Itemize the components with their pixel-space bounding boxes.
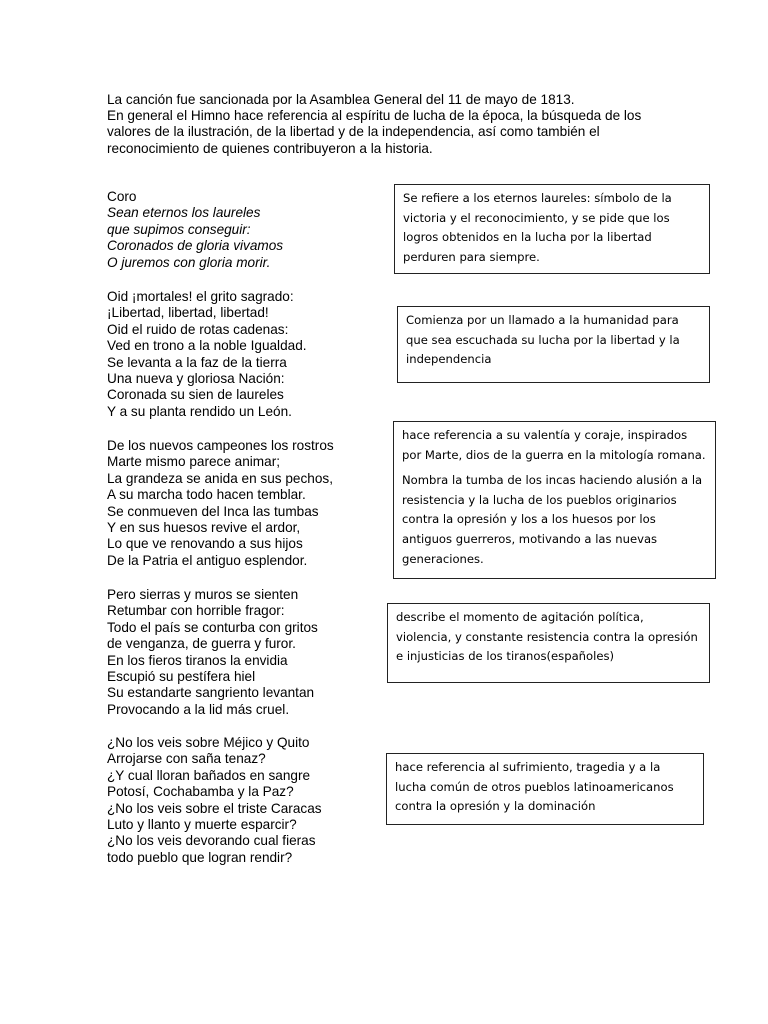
stanza-line: ¿No los veis sobre Méjico y Quito bbox=[107, 735, 310, 750]
stanza-line: En los fieros tiranos la envidia bbox=[107, 652, 288, 668]
stanza-line: La grandeza se anida en sus pechos, bbox=[107, 470, 333, 486]
note-stanza-3 bbox=[387, 603, 710, 683]
stanza-line: ¿Y cual lloran bañados en sangre bbox=[107, 767, 311, 783]
note-text: Nombra la tumba de los incas haciendo alusión a la resistencia y la lucha de los pueblos originarios contra la opresión y los a los huesos por los antiguos guerreros, motivando a las nuevas generaciones. bbox=[402, 473, 703, 566]
stanza-line: A su marcha todo hacen temblar. bbox=[107, 487, 306, 503]
stanza-line: Se conmueven del Inca las tumbas bbox=[107, 503, 319, 519]
stanza-line: todo pueblo que logran rendir? bbox=[107, 849, 293, 865]
stanza-line: De los nuevos campeones los rostros bbox=[107, 438, 334, 453]
stanza-line: Potosí, Cochabamba y la Paz? bbox=[107, 784, 294, 800]
stanza-3 bbox=[107, 587, 387, 718]
stanza-line: Ved en trono a la noble Igualdad. bbox=[107, 338, 307, 354]
coro-line: que supimos conseguir: bbox=[107, 221, 251, 237]
stanza-line: Todo el país se conturba con gritos bbox=[107, 619, 318, 635]
stanza-line: Y en sus huesos revive el ardor, bbox=[107, 520, 301, 536]
stanza-line: Oid el ruido de rotas cadenas: bbox=[107, 321, 289, 337]
stanza-line: Retumbar con horrible fragor: bbox=[107, 603, 285, 619]
coro-title: Coro bbox=[107, 189, 137, 204]
note-text: Comienza por un llamado a la humanidad para que sea escuchada su lucha por la libertad y la independencia bbox=[406, 313, 680, 367]
note-coro bbox=[394, 184, 710, 274]
coro-block bbox=[107, 189, 387, 271]
stanza-line: Oid ¡mortales! el grito sagrado: bbox=[107, 289, 294, 304]
note-text: Se refiere a los eternos laureles: símbolo de la victoria y el reconocimiento, y se pide que los logros obtenidos en la lucha por la libertad perduren para siempre. bbox=[403, 191, 672, 264]
intro-line-sanction: La canción fue sancionada por la Asamblea General del 11 de mayo de 1813. bbox=[107, 92, 575, 107]
stanza-line: ¿No los veis devorando cual fieras bbox=[107, 833, 316, 849]
stanza-1 bbox=[107, 289, 387, 420]
note-text: hace referencia a su valentía y coraje, inspirados por Marte, dios de la guerra en la mitología romana. bbox=[402, 428, 706, 462]
note-stanza-2 bbox=[393, 421, 716, 579]
note-text: describe el momento de agitación política, violencia, y constante resistencia contra la opresión e injusticias de los tiranos(españoles) bbox=[396, 610, 698, 664]
stanza-2 bbox=[107, 438, 387, 569]
stanza-line: Su estandarte sangriento levantan bbox=[107, 685, 315, 701]
note-stanza-1 bbox=[397, 306, 710, 383]
note-text: hace referencia al sufrimiento, tragedia y a la lucha común de otros pueblos latinoamericanos contra la opresión y la dominación bbox=[395, 760, 674, 814]
stanza-line: Escupió su pestífera hiel bbox=[107, 669, 256, 685]
stanza-line: Y a su planta rendido un León. bbox=[107, 403, 292, 419]
stanza-line: ¿No los veis sobre el triste Caracas bbox=[107, 800, 322, 816]
intro-line-summary: En general el Himno hace referencia al espíritu de lucha de la época, la búsqueda de los valores de la ilustración, de la libertad y de la independencia, así como también el reconocimiento de quienes contribuyeron a la historia. bbox=[107, 108, 642, 156]
stanza-line: Pero sierras y muros se sienten bbox=[107, 587, 299, 602]
stanza-line: Provocando a la lid más cruel. bbox=[107, 701, 290, 717]
stanza-line: De la Patria el antiguo esplendor. bbox=[107, 552, 308, 568]
stanza-4 bbox=[107, 735, 387, 866]
stanza-line: Coronada su sien de laureles bbox=[107, 387, 284, 403]
stanza-line: ¡Libertad, libertad, libertad! bbox=[107, 305, 269, 321]
coro-line: Coronados de gloria vivamos bbox=[107, 238, 284, 254]
stanza-line: Arrojarse con saña tenaz? bbox=[107, 751, 266, 767]
stanza-line: de venganza, de guerra y furor. bbox=[107, 636, 296, 652]
stanza-line: Luto y llanto y muerte esparcir? bbox=[107, 817, 297, 833]
intro-paragraph bbox=[107, 92, 677, 157]
coro-line: O juremos con gloria morir. bbox=[107, 254, 271, 270]
coro-line: Sean eternos los laureles bbox=[107, 205, 261, 221]
stanza-line: Marte mismo parece animar; bbox=[107, 454, 280, 470]
note-stanza-4 bbox=[386, 753, 704, 825]
stanza-line: Se levanta a la faz de la tierra bbox=[107, 354, 287, 370]
stanza-line: Lo que ve renovando a sus hijos bbox=[107, 536, 303, 552]
stanza-line: Una nueva y gloriosa Nación: bbox=[107, 371, 285, 387]
